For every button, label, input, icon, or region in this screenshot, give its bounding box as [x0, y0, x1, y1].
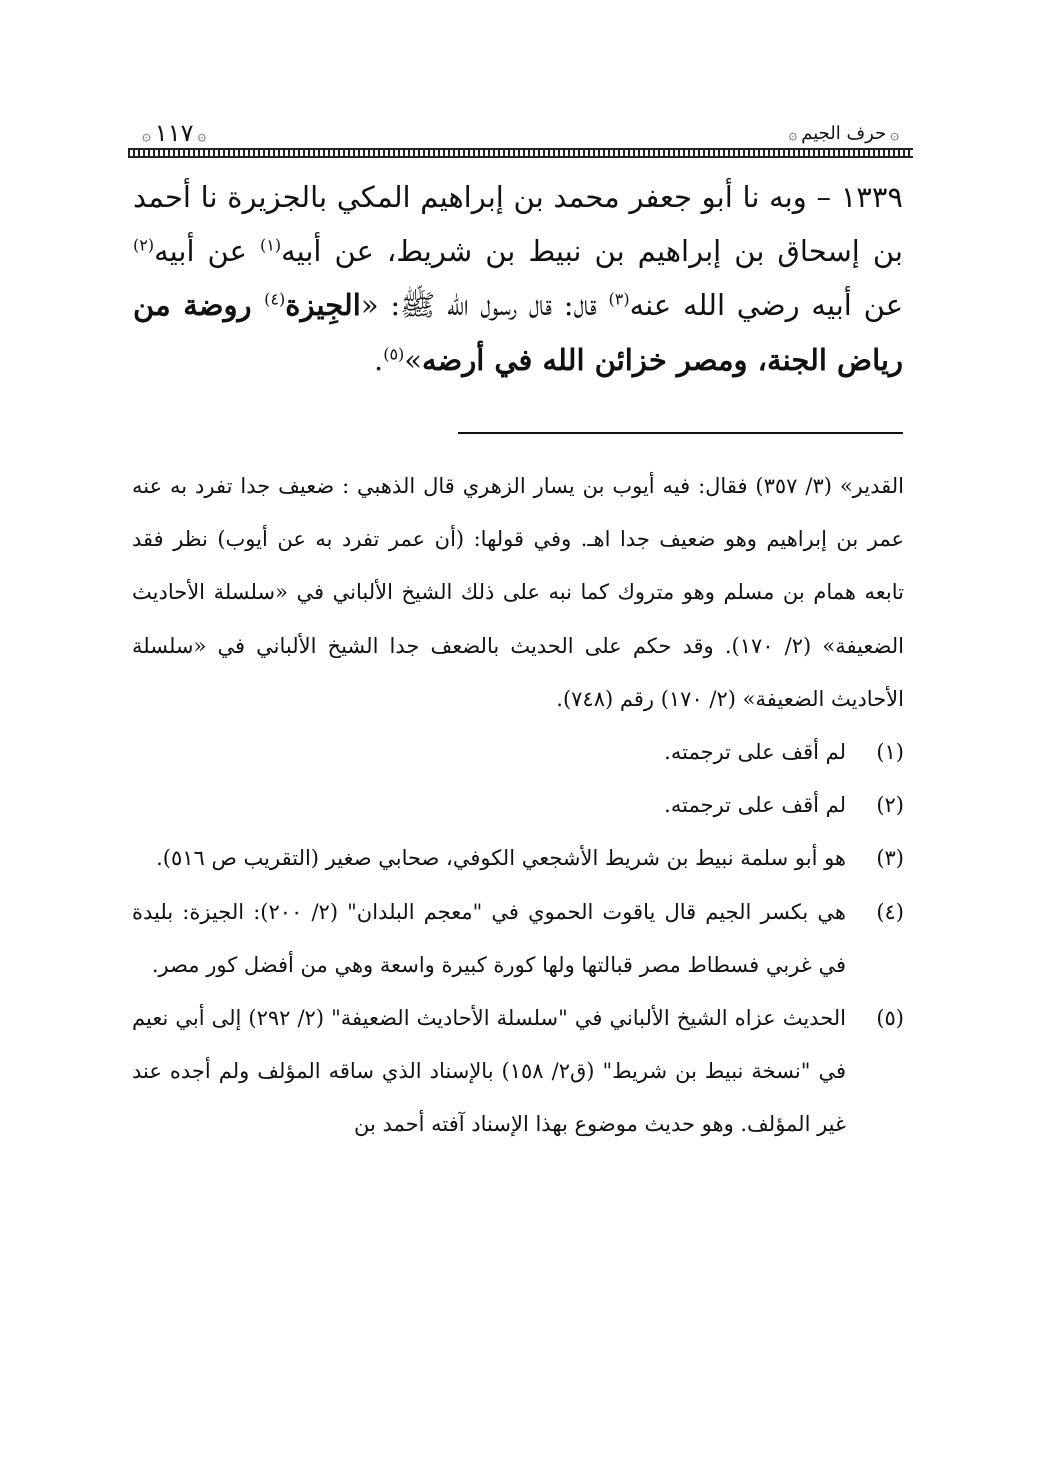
footnote-ref-4: (٤): [264, 289, 286, 309]
hadith-text-part-4: قال: قال رسول الله ﷺ: «: [360, 288, 609, 323]
footnote-number: (١): [876, 740, 904, 765]
hadith-text: [133, 170, 903, 387]
footnotes-section: [132, 460, 904, 1152]
footnote-ref-3: (٣): [608, 289, 630, 309]
hadith-text-part-2: عن أبيه: [154, 234, 260, 269]
footnote-text: الحديث عزاه الشيخ الألباني في "سلسلة الأحاديث الضعيفة" (٢/ ٢٩٢) إلى أبي نعيم في "نسخة نبيط بن شريط" (ق٢/ ١٥٨) بالإسناد الذي ساقه المؤلف ولم أجده عند غير المؤلف. وهو حديث موضوع بهذا الإسناد آفته أحمد بن: [132, 1006, 846, 1137]
footnote-number: (٤): [876, 899, 904, 924]
footnote-separator: [458, 432, 903, 434]
footnote-item: [132, 886, 904, 992]
hadith-matn-term: الجِيزة: [285, 288, 361, 323]
footnote-number: (٣): [876, 846, 904, 871]
footnote-ref-1: (١): [259, 235, 282, 255]
page-header: [128, 118, 913, 160]
footnote-ref-5: (٥): [383, 343, 405, 363]
hadith-text-part-1: ١٣٣٩ – وبه نا أبو جعفر محمد بن إبراهيم المكي بالجزيرة نا أحمد بن إسحاق بن إبراهيم بن نبيط بن شريط، عن أبيه: [133, 180, 903, 269]
footnote-number: (٢): [876, 793, 904, 818]
footnote-number: (٥): [876, 1006, 904, 1031]
footnote-text: لم أقف على ترجمته.: [664, 793, 846, 818]
footnote-text: لم أقف على ترجمته.: [664, 740, 846, 765]
footnote-item: [132, 832, 904, 885]
section-title: ۞ حرف الجيم ۞: [774, 120, 913, 148]
footnote-text: هي بكسر الجيم قال ياقوت الحموي في "معجم البلدان" (٢/ ٢٠٠): الجيزة: بليدة في غربي فسطاط مصر قبالتها ولها كورة كبيرة واسعة وهي من أفضل كور مصر.: [132, 899, 846, 977]
hadith-text-part-5: »: [404, 342, 423, 377]
hadith-text-part-3: عن أبيه رضي الله عنه: [629, 288, 904, 323]
footnote-ref-2: (٢): [133, 235, 155, 255]
footnote-list: [132, 726, 904, 1152]
page-number: ۞ ١١٧ ۞: [128, 118, 220, 148]
footnote-item: [132, 726, 904, 779]
header-ornamental-rule: [128, 148, 913, 158]
footnote-continuation: القدير» (٣/ ٣٥٧) فقال: فيه أيوب بن يسار الزهري قال الذهبي : ضعيف جدا تفرد به عنه عمر بن إبراهيم وهو ضعيف جدا اهـ. وفي قولها: (أن عمر تفرد به عن أيوب) نظر فقد تابعه همام بن مسلم وهو متروك كما نبه على ذلك الشيخ الألباني في «سلسلة الأحاديث الضعيفة» (٢/ ١٧٠). وقد حكم على الحديث بالضعف جدا الشيخ الألباني في «سلسلة الأحاديث الضعيفة» (٢/ ١٧٠) رقم (٧٤٨).: [132, 474, 904, 711]
footnote-item: [132, 779, 904, 832]
hadith-matn: روضة من رياض الجنة، ومصر خزائن الله في أرضه: [133, 288, 903, 377]
hadith-text-part-6: .: [373, 342, 384, 377]
footnote-item: [132, 992, 904, 1152]
footnote-text: هو أبو سلمة نبيط بن شريط الأشجعي الكوفي، صحابي صغير (التقريب ص ٥١٦).: [156, 846, 846, 871]
